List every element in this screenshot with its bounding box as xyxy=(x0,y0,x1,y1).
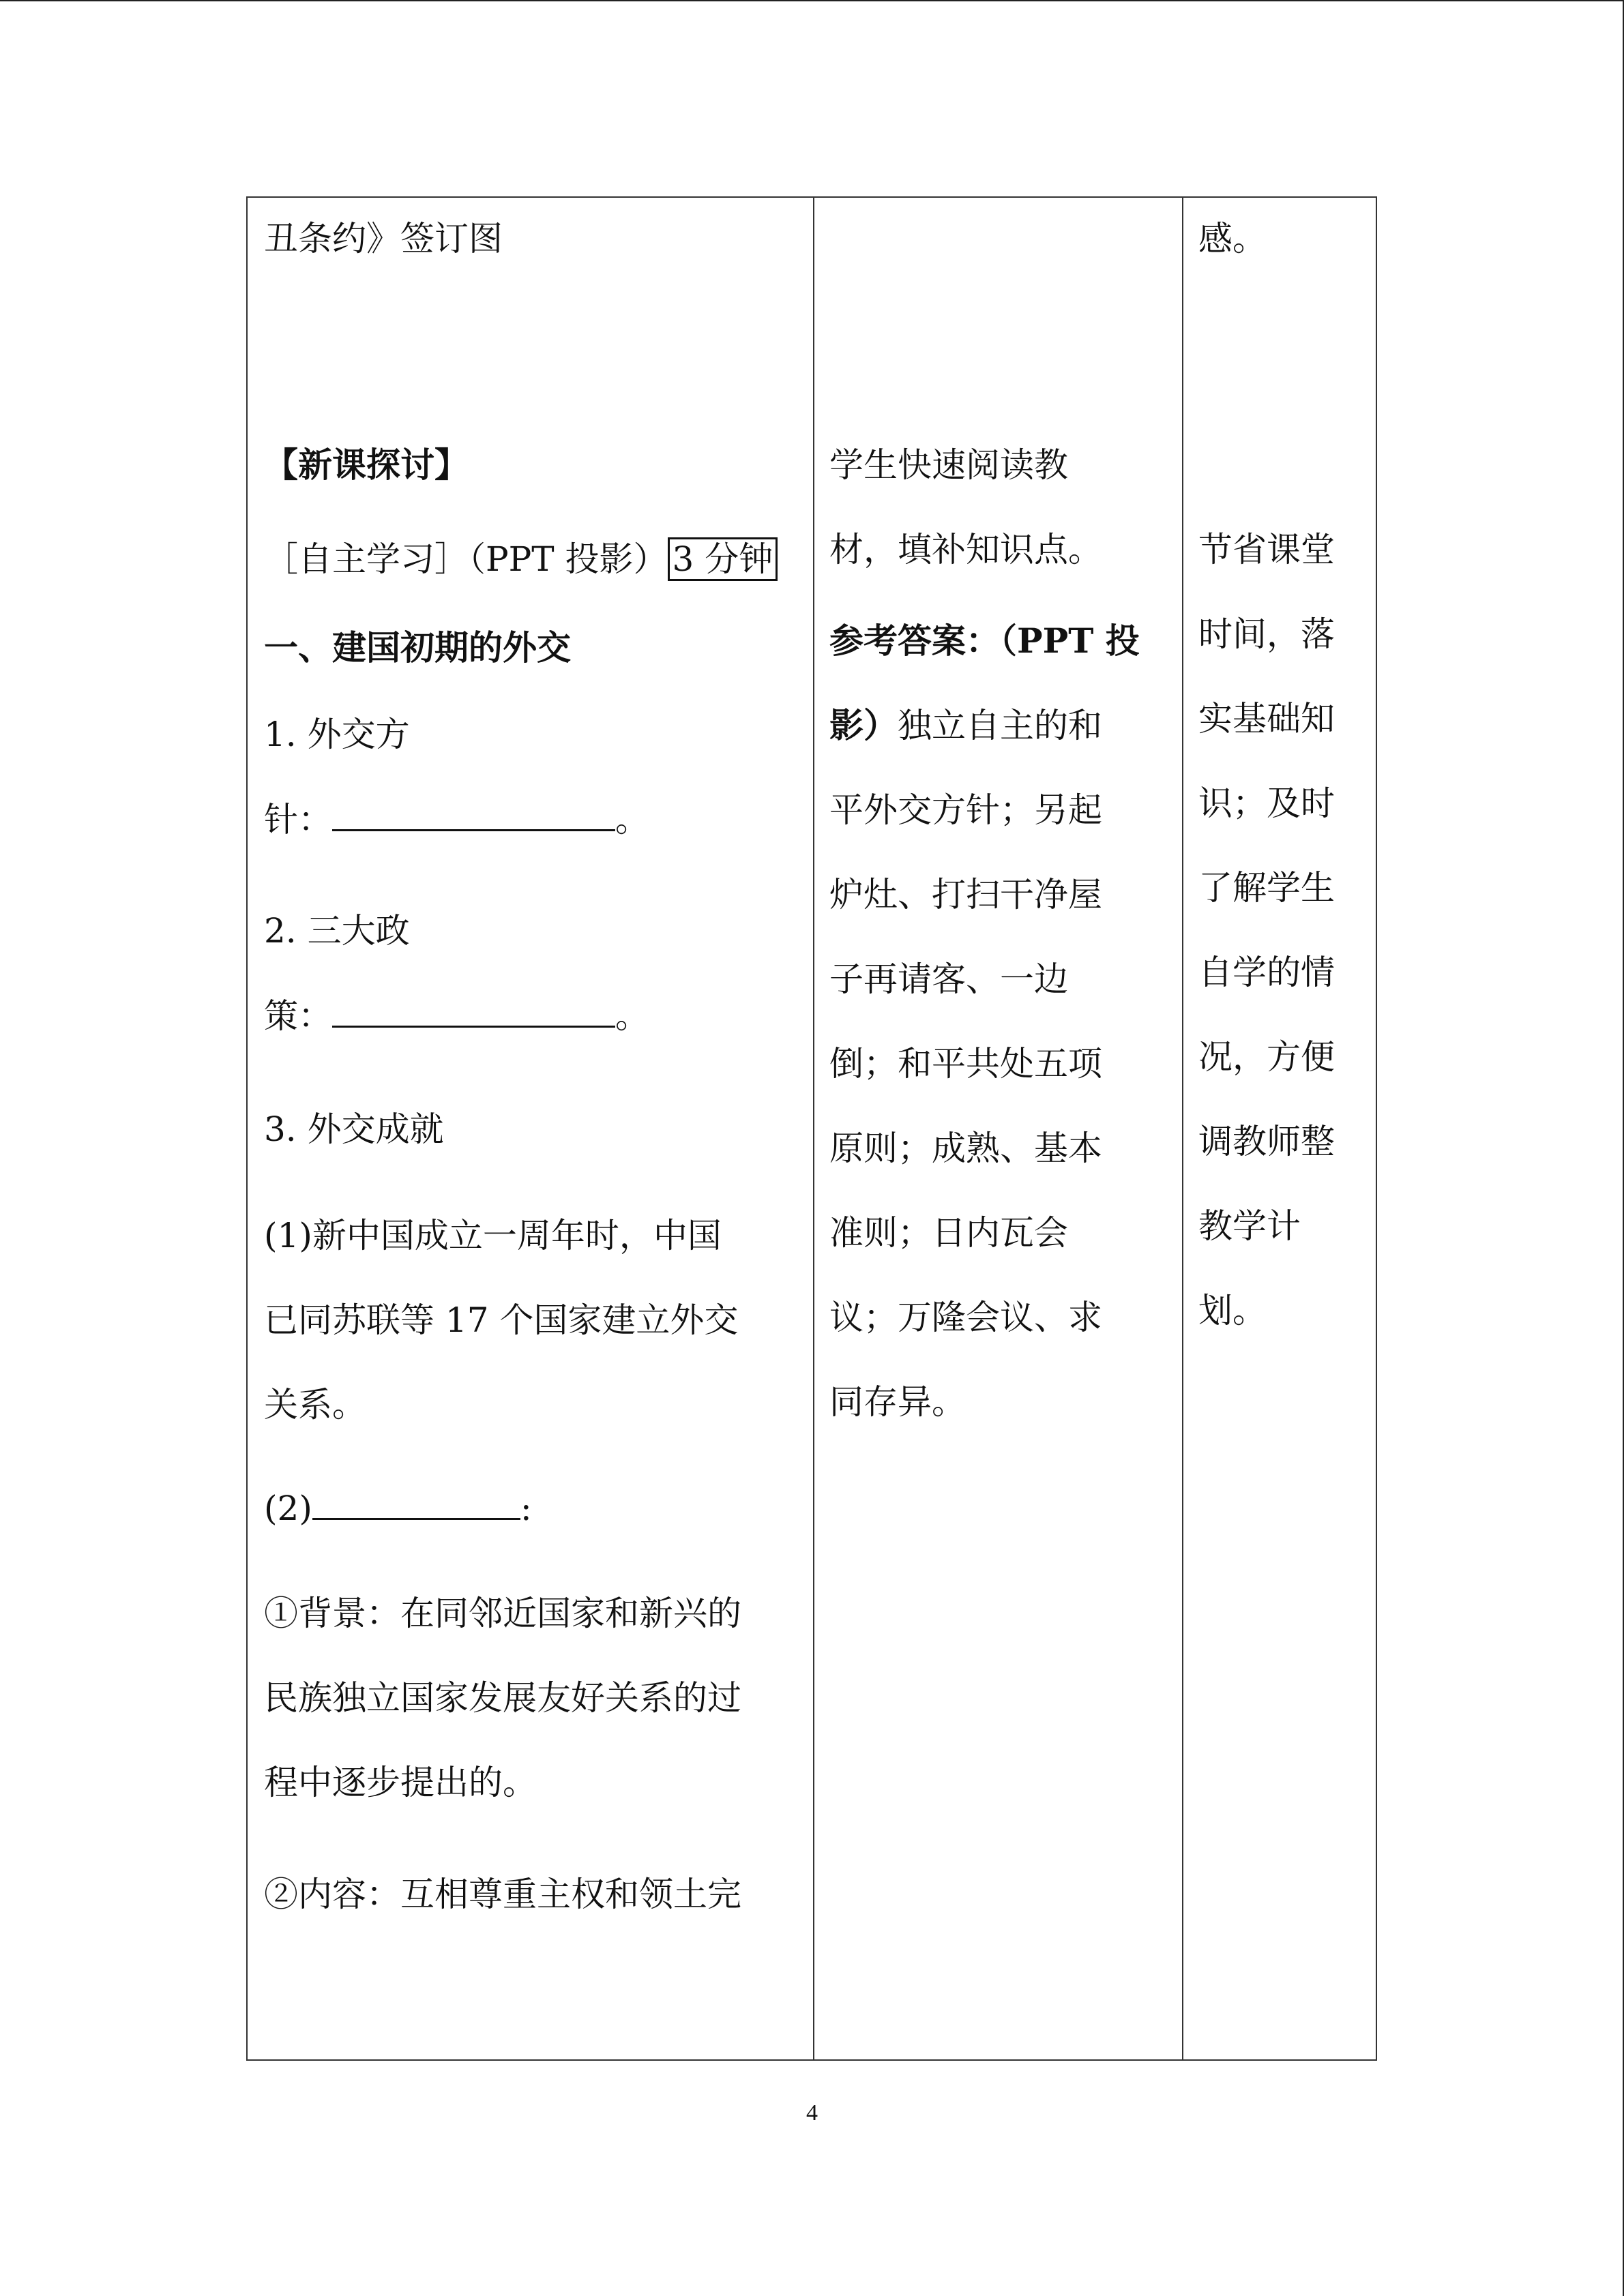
item-2-line-1: 2. 三大政 xyxy=(264,911,410,951)
text-line: 况，方便 xyxy=(1198,1037,1335,1077)
text-line: 识；及时 xyxy=(1198,784,1335,823)
text-line: 划。 xyxy=(1198,1291,1267,1330)
text-line: 自学的情 xyxy=(1198,953,1335,992)
lesson-plan-table xyxy=(246,196,1377,2061)
text-line: 节省课堂 xyxy=(1198,530,1335,569)
text-line: 实基础知 xyxy=(1198,699,1335,739)
text-line: 原则；成熟、基本 xyxy=(829,1129,1102,1168)
text-line: ②内容：互相尊重主权和领土完 xyxy=(264,1875,741,1914)
self-study-label: ［自主学习］（PPT 投影） xyxy=(264,539,668,579)
text-line: 学生快速阅读教 xyxy=(829,445,1068,485)
text-line: 炉灶、打扫干净屋 xyxy=(829,875,1102,914)
text-line: 材，填补知识点。 xyxy=(829,530,1102,569)
reference-answer-heading: 参考答案：（PPT 投 xyxy=(829,621,1140,661)
text-line: 议；万隆会议、求 xyxy=(829,1298,1102,1337)
text-line: 教学计 xyxy=(1198,1206,1301,1246)
item-2-sub-line xyxy=(264,1487,532,1529)
text-line: 已同苏联等 17 个国家建立外交 xyxy=(264,1300,739,1340)
time-box: 3 分钟 xyxy=(668,537,778,581)
text-line: 时间，落 xyxy=(1198,614,1335,654)
period: 。 xyxy=(615,996,649,1036)
fill-in-blank xyxy=(312,1487,520,1520)
answer-text: 独立自主的和 xyxy=(898,706,1102,745)
text-line: 平外交方针；另起 xyxy=(829,790,1102,830)
text-line: 同存异。 xyxy=(829,1382,966,1422)
item-3-line: 3. 外交成就 xyxy=(264,1109,444,1149)
text-line: 丑条约》签订图 xyxy=(264,219,503,258)
fill-in-blank xyxy=(332,994,615,1028)
text-line: 民族独立国家发展友好关系的过 xyxy=(264,1678,741,1718)
item-2-line-2 xyxy=(264,994,649,1037)
text-line: 倒；和平共处五项 xyxy=(829,1044,1102,1084)
fill-in-blank xyxy=(332,798,615,831)
item-1-line-1: 1. 外交方 xyxy=(264,715,410,754)
page-number: 4 xyxy=(806,2100,818,2126)
text-line: ①背景：在同邻近国家和新兴的 xyxy=(264,1594,741,1633)
item-1-line-2 xyxy=(264,798,649,840)
text-line: 程中逐步提出的。 xyxy=(264,1763,537,1802)
sub-item-prefix: (2) xyxy=(264,1489,312,1528)
period: 。 xyxy=(615,800,649,839)
self-study-line xyxy=(264,539,778,580)
teaching-content-column xyxy=(248,198,814,2059)
design-intent-column xyxy=(1183,198,1377,2059)
text-line xyxy=(829,705,1102,746)
section-heading: 【新课探讨】 xyxy=(264,445,469,485)
section-title: 一、建国初期的外交 xyxy=(264,627,571,668)
item-2-label: 策： xyxy=(264,996,332,1036)
text-line: 感。 xyxy=(1198,219,1267,258)
text-line: 了解学生 xyxy=(1198,868,1335,908)
item-1-label: 针： xyxy=(264,800,332,839)
text-line: 子再请客、一边 xyxy=(829,959,1068,999)
answer-label-tail: 影） xyxy=(829,705,898,745)
text-line: (1)新中国成立一周年时，中国 xyxy=(264,1216,722,1255)
text-line: 调教师整 xyxy=(1198,1122,1335,1161)
text-line: 关系。 xyxy=(264,1385,366,1425)
colon: : xyxy=(520,1489,532,1528)
text-line: 准则；日内瓦会 xyxy=(829,1213,1068,1253)
student-activity-column xyxy=(814,198,1183,2059)
